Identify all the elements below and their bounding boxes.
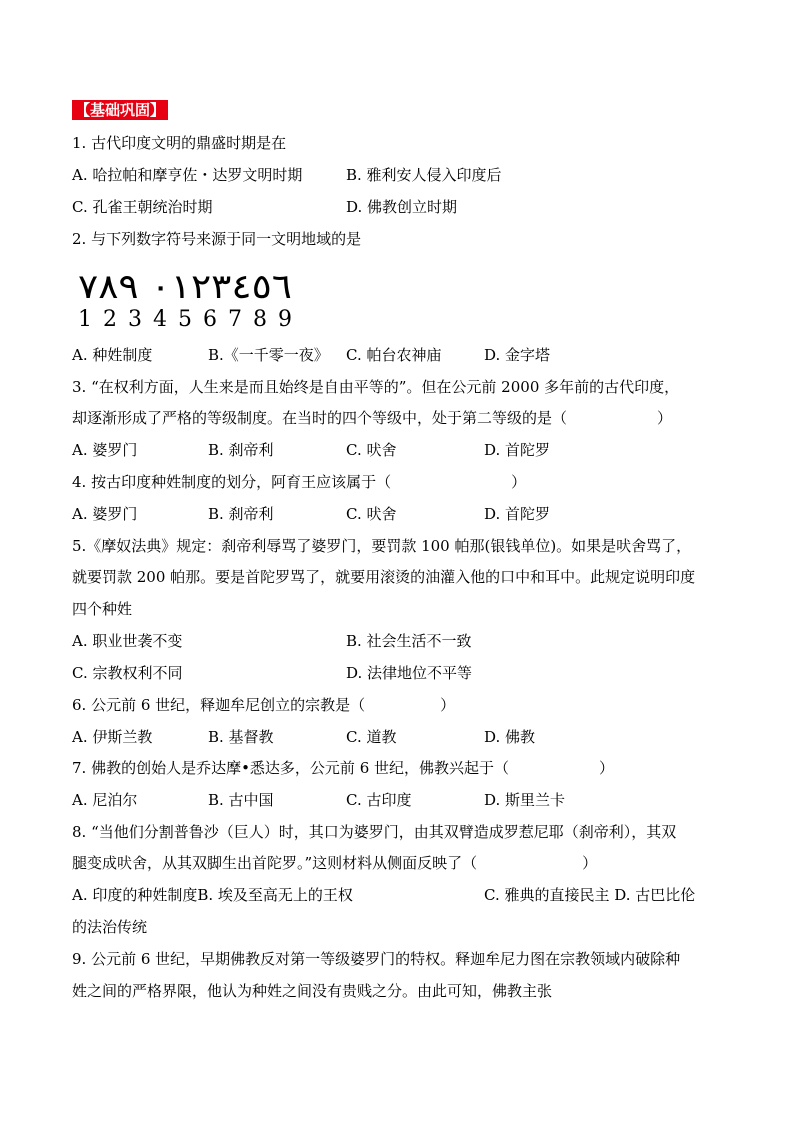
q5-option-a: A. 职业世袭不变 <box>72 632 183 650</box>
q4-option-a: A. 婆罗门 <box>72 505 138 523</box>
q6-option-d: D. 佛教 <box>484 728 536 746</box>
q7-option-b: B. 古中国 <box>208 791 274 809</box>
q2-option-c: C. 帕台农神庙 <box>346 346 442 364</box>
q9-line-2: 姓之间的严格界限，他认为种姓之间没有贵贱之分。由此可知，佛教主张 <box>72 982 553 1000</box>
q5-option-d: D. 法律地位不平等 <box>346 664 473 682</box>
arabic-numerals: ٠١٢٣٤٥٦ ٧٨٩ <box>78 267 279 307</box>
numerals-figure <box>76 262 306 330</box>
q9-line-1: 9. 公元前 6 世纪，早期佛教反对第一等级婆罗门的特权。释迦牟尼力图在宗教领域内破除种 <box>72 950 681 968</box>
q3-option-b: B. 刹帝利 <box>208 441 274 459</box>
q2-stem: 2. 与下列数字符号来源于同一文明地域的是 <box>72 230 362 248</box>
q5-line-3: 四个种姓 <box>72 600 133 618</box>
q4-option-d: D. 首陀罗 <box>484 505 551 523</box>
q1-option-c: C. 孔雀王朝统治时期 <box>72 198 213 216</box>
q1-stem: 1. 古代印度文明的鼎盛时期是在 <box>72 134 287 152</box>
q2-option-d: D. 金字塔 <box>484 346 551 364</box>
q8-options-cd: C. 雅典的直接民主 D. 古巴比伦 <box>484 886 696 904</box>
q8-line-2: 腿变成吠舍，从其双脚生出首陀罗。”这则材料从侧面反映了（ ） <box>72 854 598 872</box>
q5-option-b: B. 社会生活不一致 <box>346 632 472 650</box>
q3-option-a: A. 婆罗门 <box>72 441 138 459</box>
q8-line-1: 8. “当他们分割普鲁沙（巨人）时，其口为婆罗门，由其双臂造成罗惹尼耶（刹帝利），其双 <box>72 823 677 841</box>
q4-stem: 4. 按古印度种姓制度的划分，阿育王应该属于（ ） <box>72 473 527 491</box>
q5-option-c: C. 宗教权利不同 <box>72 664 183 682</box>
q1-option-a: A. 哈拉帕和摩亨佐・达罗文明时期 <box>72 166 303 184</box>
q7-option-d: D. 斯里兰卡 <box>484 791 566 809</box>
q6-stem: 6. 公元前 6 世纪，释迦牟尼创立的宗教是（ ） <box>72 696 456 714</box>
q3-line-1: 3. “在权利方面，人生来是而且始终是自由平等的”。但在公元前 2000 多年前的古代印度， <box>72 378 680 396</box>
section-tag: 【基础巩固】 <box>72 100 168 120</box>
q7-option-c: C. 古印度 <box>346 791 412 809</box>
q1-option-d: D. 佛教创立时期 <box>346 198 458 216</box>
q5-line-2: 就要罚款 200 帕那。要是首陀罗骂了，就要用滚烫的油灌入他的口中和耳中。此规定说明印度 <box>72 568 696 586</box>
q1-option-b: B. 雅利安人侵入印度后 <box>346 166 502 184</box>
q8-line-4: 的法治传统 <box>72 918 148 936</box>
q5-line-1: 5.《摩奴法典》规定：刹帝利辱骂了婆罗门，要罚款 100 帕那(银钱单位)。如果是吠舍骂了， <box>72 537 692 555</box>
q4-option-c: C. 吠舍 <box>346 505 397 523</box>
q6-option-c: C. 道教 <box>346 728 397 746</box>
q7-stem: 7. 佛教的创始人是乔达摩•悉达多，公元前 6 世纪，佛教兴起于（ ） <box>72 759 615 777</box>
q3-line-2: 却逐渐形成了严格的等级制度。在当时的四个等级中，处于第二等级的是（ ） <box>72 409 673 427</box>
q3-option-d: D. 首陀罗 <box>484 441 551 459</box>
latin-numerals: 123456789 <box>78 307 292 330</box>
q7-option-a: A. 尼泊尔 <box>72 791 138 809</box>
q4-option-b: B. 刹帝利 <box>208 505 274 523</box>
q2-option-a: A. 种姓制度 <box>72 346 153 364</box>
q6-option-b: B. 基督教 <box>208 728 274 746</box>
q2-option-b: B.《一千零一夜》 <box>208 346 329 364</box>
q8-options-ab: A. 印度的种姓制度B. 埃及至高无上的王权 <box>72 886 353 904</box>
q3-option-c: C. 吠舍 <box>346 441 397 459</box>
q6-option-a: A. 伊斯兰教 <box>72 728 153 746</box>
